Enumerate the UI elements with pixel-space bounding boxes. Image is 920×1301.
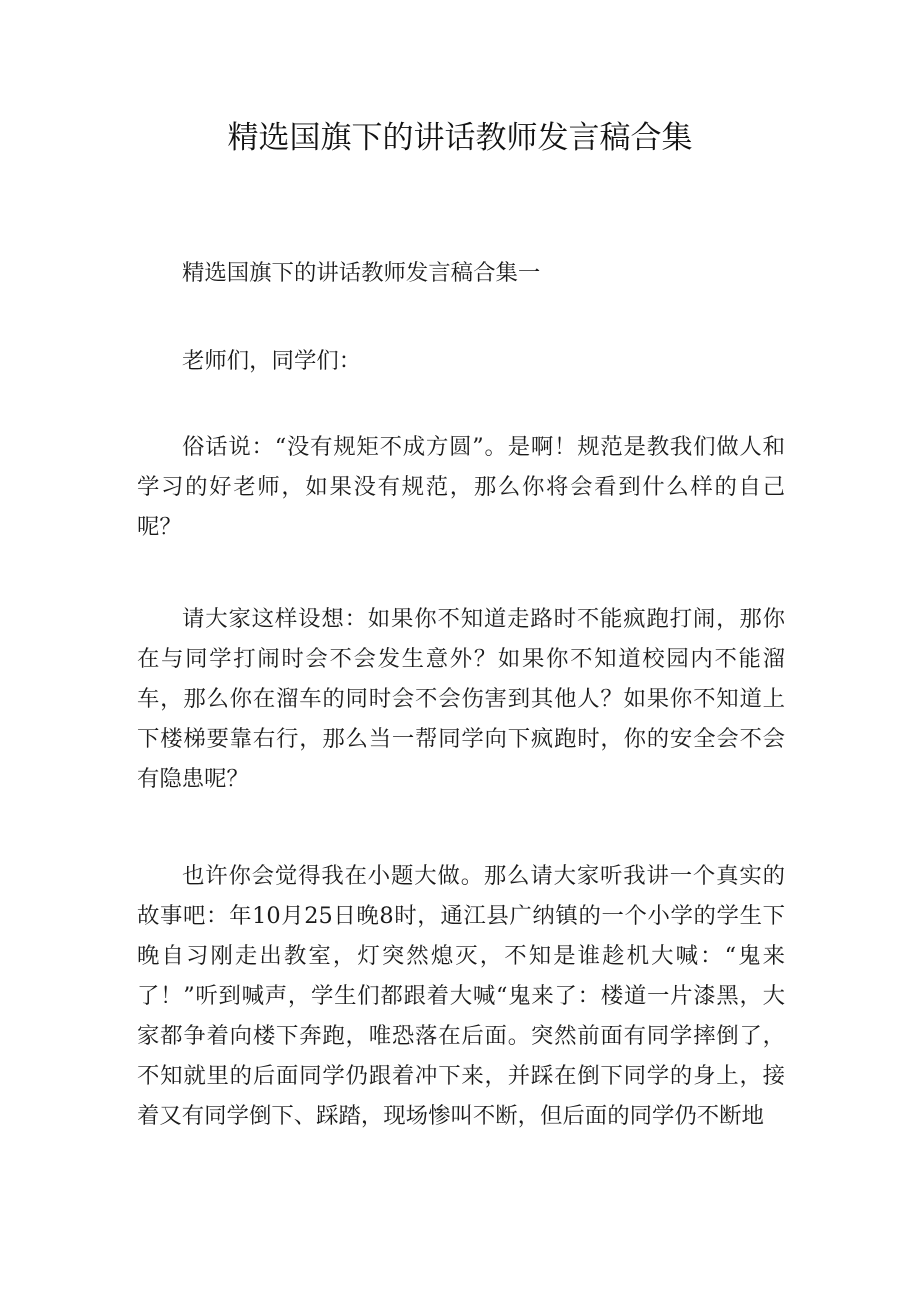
paragraph-subtitle: 精选国旗下的讲话教师发言稿合集一	[182, 260, 541, 286]
paragraph-body-3: 也许你会觉得我在小题大做。那么请大家听我讲一个真实的故事吧：年10月25日晚8时，通江县广纳镇的一个小学的学生下晚自习刚走出教室，灯突然熄灭，不知是谁趁机大喊：“鬼来了！”听到喊声，学生们都跟着大喊“鬼来了：楼道一片漆黑，大家都争着向楼下奔跑，唯恐落在后面。突然前面有同学摔倒了，不知就里的后面同学仍跟着冲下来，并踩在倒下同学的身上，接着又有同学倒下、踩踏，现场惨叫不断，但后面的同学仍不断地	[137, 863, 785, 1129]
paragraph-body-2: 请大家这样设想：如果你不知道走路时不能疯跑打闹，那你在与同学打闹时会不会发生意外？如果你不知道校园内不能溜车，那么你在溜车的同时会不会伤害到其他人？如果你不知道上下楼梯要靠右行，那么当一帮同学向下疯跑时，你的安全会不会有隐患呢？	[137, 606, 785, 792]
paragraph-salutation: 老师们，同学们：	[182, 348, 362, 374]
document-title: 精选国旗下的讲话教师发言稿合集	[227, 120, 693, 156]
paragraph-body-1: 俗话说：“没有规矩不成方圆”。是啊！规范是教我们做人和学习的好老师，如果没有规范，那么你将会看到什么样的自己呢？	[137, 434, 785, 540]
